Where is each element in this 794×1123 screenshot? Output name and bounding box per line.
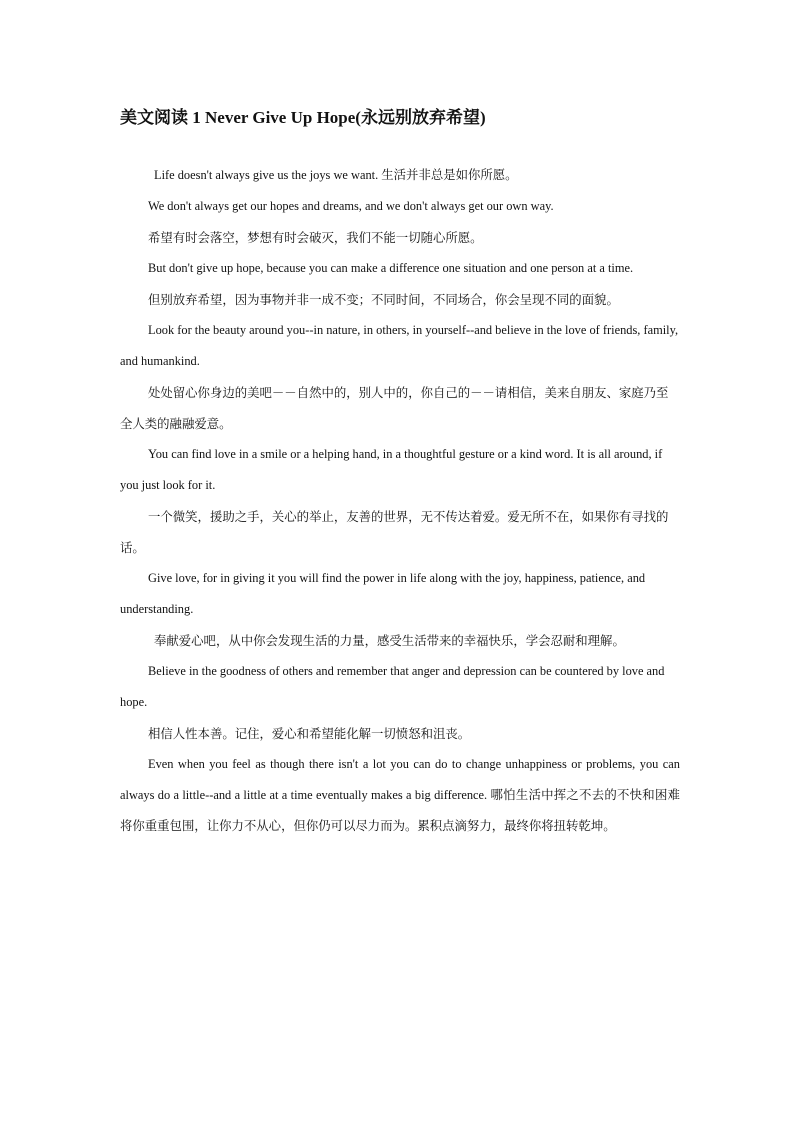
- paragraph-9: 一个微笑，援助之手，关心的举止，友善的世界，无不传达着爱。爱无所不在，如果你有寻找的话。: [120, 509, 669, 555]
- paragraph-6: Look for the beauty around you--in nature, in others, in yourself--and believe in the love of friends, family, and humankind.: [120, 323, 679, 368]
- paragraph-7: 处处留心你身边的美吧－－自然中的，别人中的，你自己的－－请相信，美来自朋友、家庭乃至全人类的融融爱意。: [120, 385, 669, 431]
- article-body: [120, 160, 680, 842]
- paragraph-5: 但别放弃希望，因为事物并非一成不变；不同时间，不同场合，你会呈现不同的面貌。: [148, 292, 619, 307]
- paragraph-12: Believe in the goodness of others and remember that anger and depression can be countered by love and hope.: [120, 664, 665, 709]
- paragraph-8: You can find love in a smile or a helping hand, in a thoughtful gesture or a kind word. It is all around, if you just look for it.: [120, 447, 663, 492]
- paragraph-3: 希望有时会落空，梦想有时会破灭，我们不能一切随心所愿。: [148, 230, 483, 245]
- paragraph-4: But don't give up hope, because you can make a difference one situation and one person at a time.: [148, 261, 634, 275]
- paragraph-10: Give love, for in giving it you will find the power in life along with the joy, happiness, patience, and understanding.: [120, 571, 646, 616]
- paragraph-11: 奉献爱心吧，从中你会发现生活的力量，感受生活带来的幸福快乐，学会忍耐和理解。: [154, 633, 625, 648]
- paragraph-2: We don't always get our hopes and dreams, and we don't always get our own way.: [148, 199, 554, 213]
- paragraph-13: 相信人性本善。记住，爱心和希望能化解一切愤怒和沮丧。: [148, 726, 471, 741]
- paragraph-1: Life doesn't always give us the joys we want. 生活并非总是如你所愿。: [154, 168, 518, 182]
- page-title: 美文阅读 1 Never Give Up Hope(永远别放弃希望): [120, 108, 486, 127]
- paragraph-14: Even when you feel as though there isn't a lot you can do to change unhappiness or problems, you can always do a little--and a little at a time eventually makes a big difference. 哪怕生活中挥之不去的不快和困难将你重重包围，让你力不从心，但你仍可以尽力而为。累积点滴努力，最终你将扭转乾坤。: [120, 757, 680, 833]
